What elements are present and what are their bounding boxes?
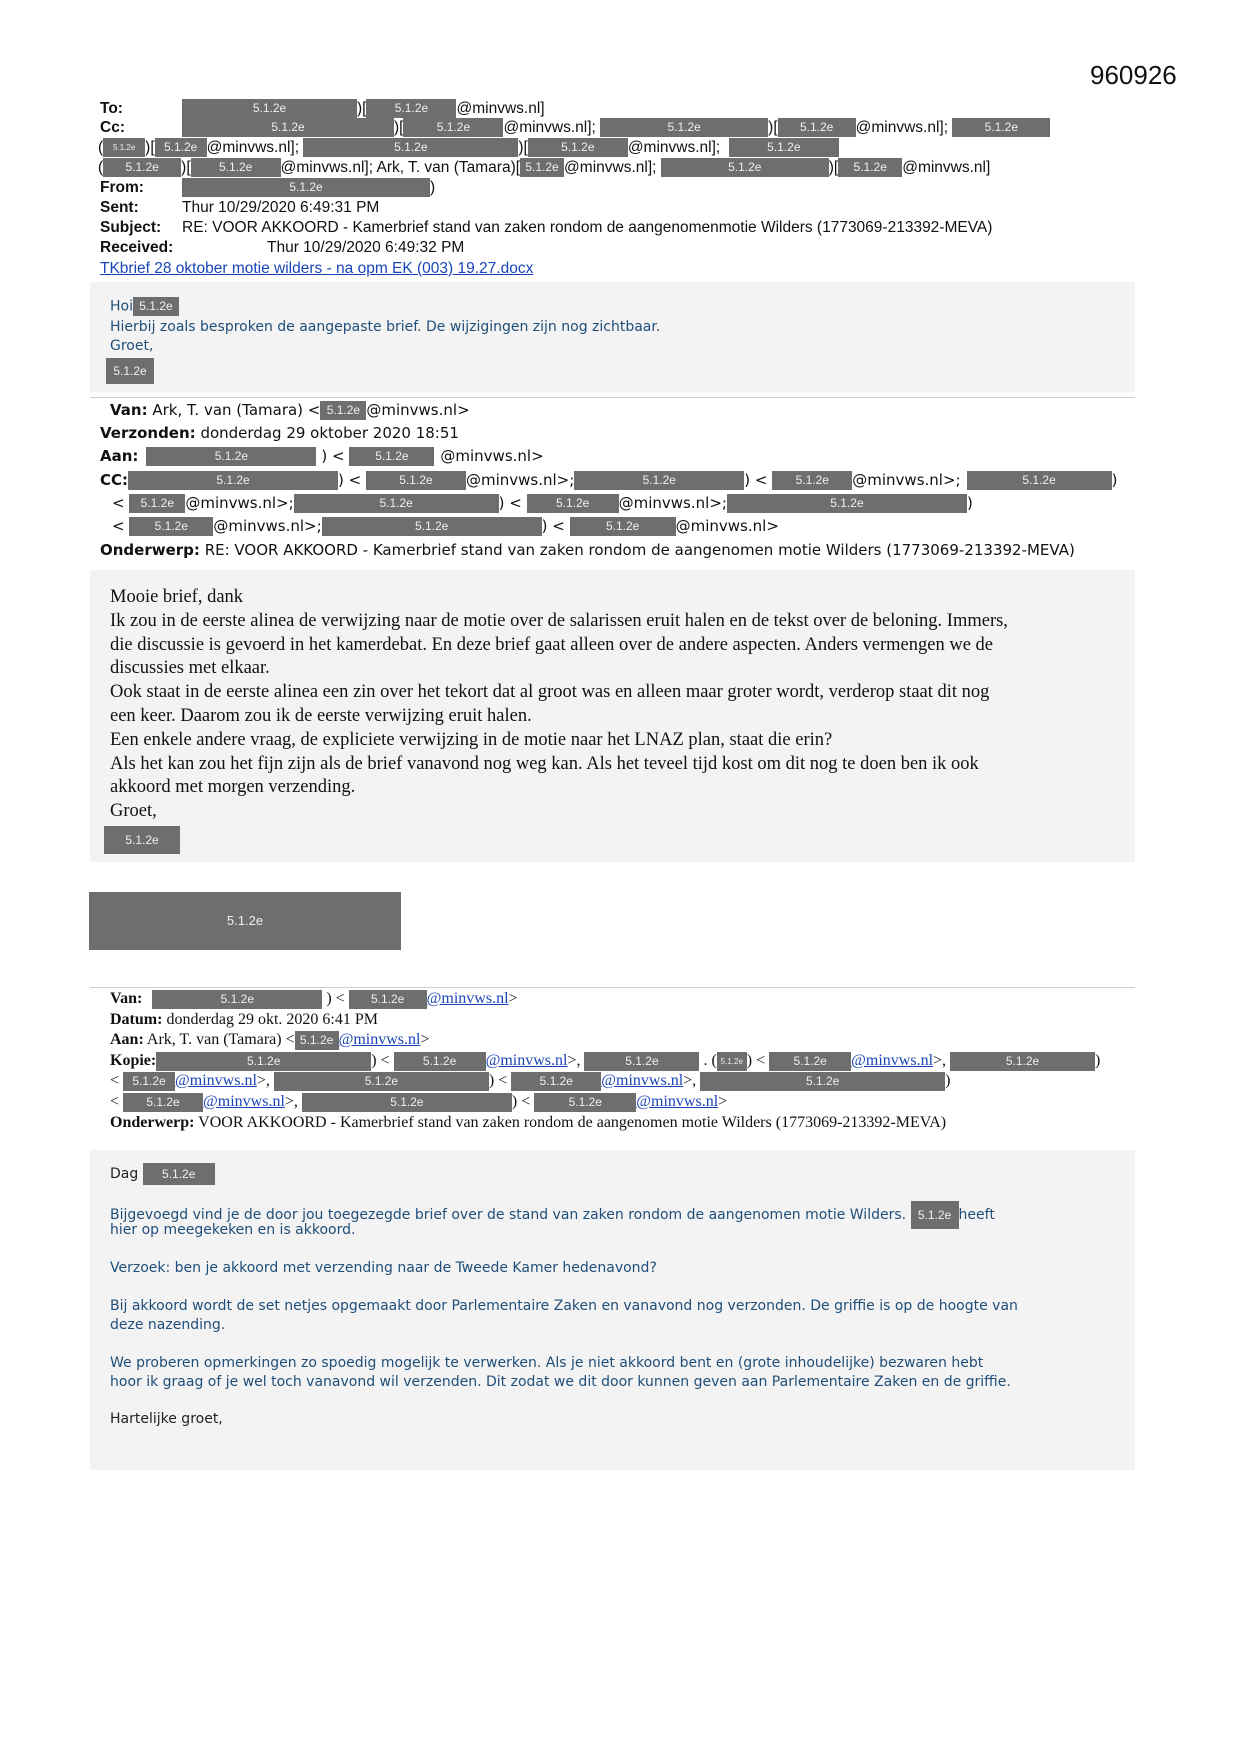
redaction: 5.1.2e [182, 99, 357, 118]
from-label: From: [100, 179, 144, 196]
email1-subject-value: RE: VOOR AKKOORD - Kamerbrief stand van zaken rondom de aangenomenmotie Wilders (1773069-213392-MEVA) [182, 219, 993, 236]
attachment-link[interactable]: TKbrief 28 oktober motie wilders - na opm EK (003) 19.27.docx [100, 260, 534, 277]
email3-para1-line1: Bijgevoegd vind je de door jou toegezegde brief over de stand van zaken rondom de aangenomen motie Wilders. 5.1.2e heeft [110, 1201, 995, 1229]
email3-onderwerp-row: Onderwerp: VOOR AKKOORD - Kamerbrief stand van zaken rondom de aangenomen motie Wilders (1773069-213392-MEVA) [110, 1114, 947, 1131]
document-number: 960926 [1090, 60, 1177, 90]
email3-para3-line1: Bij akkoord wordt de set netjes opgemaakt door Parlementaire Zaken en vanavond nog verzonden. De griffie is op de hoogte van [110, 1298, 1018, 1314]
email1-cc-line3: ( 5.1.2e )[ 5.1.2e @minvws.nl]; Ark, T. van (Tamara)[ 5.1.2e @minvws.nl]; 5.1.2e )[ 5.1.2e @minvws.nl] [98, 159, 991, 176]
email1-body-background [90, 282, 1135, 392]
to-label: To: [100, 100, 123, 117]
email2-signature-redaction: 5.1.2e [104, 826, 180, 854]
email3-para2: Verzoek: ben je akkoord met verzending naar de Tweede Kamer hedenavond? [110, 1260, 657, 1276]
email1-greeting: Hoi 5.1.2e [110, 297, 179, 316]
email1-body-text: Hierbij zoals besproken de aangepaste brief. De wijzigingen zijn nog zichtbaar. [110, 319, 661, 335]
email1-received-row [100, 238, 173, 258]
sent-label: Sent: [100, 199, 139, 216]
email1-cc-line2: ( 5.1.2e )[ 5.1.2e @minvws.nl]; 5.1.2e )[ 5.1.2e @minvws.nl]; 5.1.2e [98, 138, 839, 158]
received-label: Received: [100, 239, 174, 256]
email1-cc-row [100, 118, 125, 138]
email2-cc-line1: CC: 5.1.2e ) < 5.1.2e @minvws.nl>; 5.1.2e ) < 5.1.2e @minvws.nl>; 5.1.2e ) [100, 471, 1118, 489]
divider [90, 397, 1135, 398]
email3-para3-line2: deze nazending. [110, 1317, 226, 1333]
email3-greeting: Dag 5.1.2e [110, 1163, 215, 1185]
divider [90, 987, 1135, 988]
email1-sent-value: Thur 10/29/2020 6:49:31 PM [182, 199, 380, 216]
email2-onderwerp-row: Onderwerp: RE: VOOR AKKOORD - Kamerbrief stand van zaken rondom de aangenomen motie Wilders (1773069-213392-MEVA) [100, 541, 1075, 559]
email3-para4-line1: We proberen opmerkingen zo spoedig mogelijk te verwerken. Als je niet akkoord bent en (grote inhoudelijke) bezwaren hebt [110, 1355, 984, 1371]
redacted-block: 5.1.2e [89, 892, 401, 950]
email1-signature-redaction: 5.1.2e [106, 358, 154, 384]
email2-verzonden-row: Verzonden: donderdag 29 oktober 2020 18:51 [100, 424, 459, 442]
subject-label: Subject: [100, 219, 162, 236]
email1-sent-row [100, 198, 139, 218]
redaction: 5.1.2e [366, 99, 456, 118]
email3-kopie-line2: < 5.1.2e @minvws.nl>, 5.1.2e ) < 5.1.2e @minvws.nl>, 5.1.2e ) [110, 1072, 951, 1090]
email1-subject-row [100, 218, 161, 238]
email3-van-row: Van: 5.1.2e ) < 5.1.2e @minvws.nl> [110, 990, 518, 1008]
email2-aan-row: Aan: 5.1.2e ) < 5.1.2e @minvws.nl> [100, 447, 544, 465]
email2-body: Mooie brief, dank Ik zou in de eerste alinea de verwijzing naar de motie over de salarissen eruit halen en de tekst over de beloning. Immers, die discussie is gevoerd in het kamerdebat. En deze brief gaat alleen over de andere aspecten. Anders vermengen we de discussies met elkaar. Ook staat in de eerste alinea een zin over het tekort dat al groot was en alleen maar groter wordt, verderop staat dit nog een keer. Daarom zou ik de eerste verwijzing eruit halen. Een enkele andere vraag, de expliciete verwijzing in de motie naar het LNAZ plan, staat die erin? Als het kan zou het fijn zijn als de brief vanavond nog weg kan. Als het teveel tijd kost om dit nog te doen ben ik ook akkoord met morgen verzending. Groet, [110, 587, 1008, 822]
email1-to-row [100, 99, 123, 119]
email1-from-row [100, 178, 144, 198]
email3-kopie-line1: Kopie: 5.1.2e ) < 5.1.2e @minvws.nl>, 5.1.2e . ( 5.1.2e ) < 5.1.2e @minvws.nl>, 5.1.2e ) [110, 1052, 1101, 1070]
email2-cc-line3: < 5.1.2e @minvws.nl>; 5.1.2e ) < 5.1.2e @minvws.nl> [112, 517, 779, 535]
email3-datum-row: Datum: donderdag 29 okt. 2020 6:41 PM [110, 1011, 378, 1028]
email2-cc-line2: < 5.1.2e @minvws.nl>; 5.1.2e ) < 5.1.2e @minvws.nl>; 5.1.2e ) [112, 494, 973, 512]
email3-para1-line2: hier op meegekeken en is akkoord. [110, 1222, 356, 1238]
email1-groet: Groet, [110, 338, 154, 354]
email3-kopie-line3: < 5.1.2e @minvws.nl>, 5.1.2e ) < 5.1.2e @minvws.nl> [110, 1093, 728, 1111]
email3-para4-line2: hoor ik graag of je wel toch vanavond wil verzenden. Dit zodat we dit door kunnen geven aan Parlementaire Zaken en de griffie. [110, 1374, 1011, 1390]
email1-to-value: 5.1.2e )[ 5.1.2e @minvws.nl] [182, 99, 545, 119]
email1-from-value: 5.1.2e ) [182, 178, 435, 198]
cc-label: Cc: [100, 119, 125, 136]
email3-closing: Hartelijke groet, [110, 1411, 223, 1427]
email2-van-row: Van: Ark, T. van (Tamara) < 5.1.2e @minvws.nl> [110, 401, 470, 419]
email1-received-value: Thur 10/29/2020 6:49:32 PM [267, 239, 465, 256]
email3-aan-row: Aan: Ark, T. van (Tamara) < 5.1.2e @minvws.nl> [110, 1031, 430, 1049]
email1-cc-line1: 5.1.2e )[ 5.1.2e @minvws.nl]; 5.1.2e )[ 5.1.2e @minvws.nl]; 5.1.2e [182, 118, 1050, 138]
